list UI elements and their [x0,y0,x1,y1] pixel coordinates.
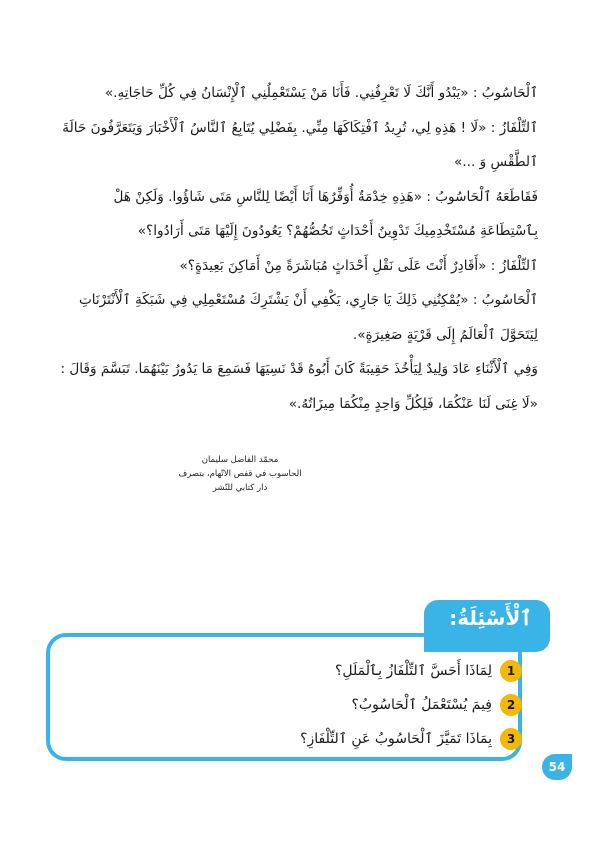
question-number-badge: 1 [500,660,522,682]
question-number-badge: 2 [500,694,522,716]
question-item [70,654,522,688]
question-text: لِمَاذَا أَحَسَّ ٱلتِّلْفَازُ بِٱلْمَلَلِ؟ [334,663,492,679]
story-paragraph: وَفِي ٱلْأَثْنَاءِ عَادَ وَلِيدٌ لِيَأْخُذَ حَقِيبَةً كَانَ أَبُوهُ قَدْ نَسِيَهَا فَسَمِعَ مَا يَدُورُ بَيْنَهُمَا. تَبَسَّمَ وَقَالَ : «لَا غِنَى لَنَا عَنْكُمَا، فَلِكُلِّ وَاحِدٍ مِنْكُمَا مِيزَاتُهُ.» [60,361,538,412]
question-item [70,688,522,722]
story-paragraph: ٱلْحَاسُوبُ : «يَبْدُو أَنَّكَ لَا تَعْرِفُنِي. فَأَنَا مَنْ يَسْتَعْمِلُنِي ٱلْإِنْسَانُ فِي كُلِّ حَاجَاتِهِ.» [104,85,538,101]
question-item [70,722,522,756]
source-book: الحاسوب في قفص الاتّهام، بتصرف [178,469,302,479]
story-paragraph: ٱلتِّلْفَازُ : «أَقَادِرٌ أَنْتَ عَلَى نَقْلِ أَحْدَاثٍ مُبَاشَرَةً مِنْ أَمَاكِنَ بَعِيدَةٍ؟» [179,257,538,274]
questions-list [70,654,522,756]
question-text: فِيمَ يُسْتَعْمَلُ ٱلْحَاسُوبُ؟ [351,697,492,713]
story-paragraph: ٱلتِّلْفَازُ : «لَا ! هَذِهِ لِي، تُرِيدُ ٱفْتِكَاكَهَا مِنِّي. بِفَضْلِي يُتَابِعُ ٱلنَّاسُ ٱلْأَخْبَارَ وَيَتَعَرَّفُونَ حَالَةَ ٱلطَّقْسِ وَ ...» [62,119,538,170]
source-author: محمّد الفاضل سليمان [201,455,279,465]
question-text: بِمَاذَا تَمَيَّزَ ٱلْحَاسُوبُ عَنِ ٱلتِّلْفَازِ؟ [300,731,492,747]
story-paragraph: ٱلْحَاسُوبُ : «يُمْكِنُنِي ذَلِكَ يَا جَارِي، يَكْفِي أَنْ يَشْتَرِكَ مُسْتَعْمِلِي فِي شَبَكَةِ ٱلْأَنْتَرْنَاتِ لِيَتَحَوَّلَ ٱلْعَالَمُ إِلَى قَرْيَةٍ صَغِيرَةٍ». [78,292,538,343]
page-number: 54 [542,754,572,780]
source-publisher: دار كتابي للنّشر [212,483,268,493]
story-paragraph: فَقَاطَعَهُ ٱلْحَاسُوبُ : «هَذِهِ خِدْمَةٌ أُوَفِّرُهَا أَنَا أَيْضًا لِلنَّاسِ مَتَى شَاؤُوا. وَلَكِنْ هَلْ بِٱسْتِطَاعَةِ مُسْتَخْدِمِيكَ تَدْوِينُ أَحْدَاثٍ تَخُصُّهُمْ؟ يَعُودُونَ إِلَيْهَا مَتَى أَرَادُوا؟» [113,188,538,239]
questions-title: ٱلْأَسْئِلَةُ: [424,600,550,652]
story-text [60,76,538,421]
source-citation [130,453,350,495]
question-number-badge: 3 [500,728,522,750]
